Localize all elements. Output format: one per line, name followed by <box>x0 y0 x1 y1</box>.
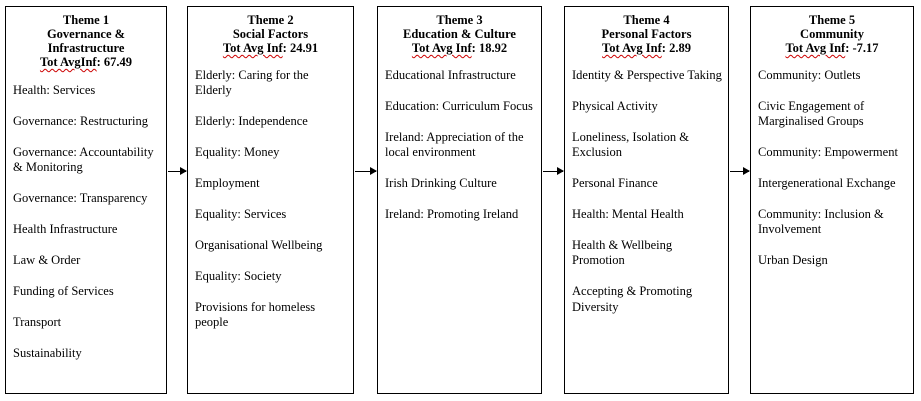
list-item: Community: Outlets <box>758 68 861 82</box>
theme-name-line: Governance & <box>46 27 126 41</box>
arrowhead-icon <box>557 167 564 175</box>
list-item: Sustainability <box>13 345 82 360</box>
arrow-connector-2-3 <box>355 171 376 172</box>
theme-influence <box>6 55 166 69</box>
theme-title: Theme 3 <box>436 13 483 27</box>
influence-label: Tot Avg Inf <box>785 41 846 55</box>
list-item: Identity & Perspective Taking <box>572 68 722 82</box>
theme-name-line: Infrastructure <box>47 41 125 55</box>
list-item: Loneliness, Isolation & Exclusion <box>572 129 689 160</box>
theme-header <box>188 7 353 55</box>
list-item: Organisational Wellbeing <box>195 237 323 252</box>
list-item: Personal Finance <box>572 176 658 191</box>
list-item: Equality: Society <box>195 268 282 283</box>
arrowhead-icon <box>743 167 750 175</box>
theme-header <box>751 7 913 55</box>
list-item: Health: Services <box>13 83 96 97</box>
list-item: Funding of Services <box>13 283 114 298</box>
influence-label: Tot Avg Inf <box>602 41 662 55</box>
theme-box-2 <box>187 6 354 394</box>
list-item: Accepting & Promoting Diversity <box>572 284 693 314</box>
list-item: Intergenerational Exchange <box>758 176 896 191</box>
influence-value: : -7.17 <box>845 41 879 55</box>
list-item: Equality: Services <box>195 207 287 222</box>
theme-box-4 <box>564 6 729 394</box>
list-item: Community: Inclusion & Involvement <box>758 207 884 237</box>
list-item: Transport <box>13 314 62 329</box>
theme-title: Theme 2 <box>247 13 294 27</box>
influence-label: Tot Avg Inf <box>222 41 283 55</box>
arrow-connector-3-4 <box>543 171 563 172</box>
theme-item-list <box>565 68 728 315</box>
list-item: Equality: Money <box>195 145 280 160</box>
theme-box-3 <box>377 6 542 394</box>
theme-title: Theme 5 <box>808 13 856 27</box>
influence-label: Tot AvgInf <box>39 55 97 69</box>
list-item: Governance: Accountability & Monitoring <box>13 144 154 175</box>
list-item: Elderly: Caring for the Elderly <box>195 68 309 98</box>
theme-name-line: Social Factors <box>232 27 309 41</box>
list-item: Education: Curriculum Focus <box>385 98 533 113</box>
theme-item-list <box>188 68 353 331</box>
theme-influence <box>751 41 913 55</box>
list-item: Health & Wellbeing Promotion <box>572 237 673 268</box>
theme-influence <box>378 41 541 55</box>
influence-value: : 24.91 <box>282 41 319 55</box>
list-item: Governance: Restructuring <box>13 113 149 128</box>
theme-item-list <box>751 68 913 269</box>
theme-influence <box>565 41 728 55</box>
list-item: Irish Drinking Culture <box>385 176 497 191</box>
list-item: Civic Engagement of Marginalised Groups <box>758 98 865 129</box>
list-item: Ireland: Appreciation of the local environment <box>385 129 524 160</box>
list-item: Law & Order <box>13 252 81 267</box>
theme-title: Theme 1 <box>62 13 110 27</box>
theme-header <box>378 7 541 55</box>
list-item: Urban Design <box>758 253 828 268</box>
theme-name-line: Community <box>800 27 864 41</box>
list-item: Ireland: Promoting Ireland <box>385 207 519 222</box>
theme-box-5 <box>750 6 914 394</box>
list-item: Provisions for homeless people <box>195 299 316 330</box>
influence-label: Tot Avg Inf <box>411 41 472 55</box>
theme-box-1 <box>5 6 167 394</box>
theme-header <box>565 7 728 55</box>
list-item: Health Infrastructure <box>13 222 118 237</box>
influence-value: : 18.92 <box>471 41 508 55</box>
theme-influence <box>188 41 353 55</box>
influence-value: : 67.49 <box>96 55 133 69</box>
theme-name-line: Education & Culture <box>403 27 516 41</box>
list-item: Elderly: Independence <box>195 114 308 129</box>
list-item: Employment <box>195 176 260 191</box>
theme-header <box>6 7 166 69</box>
arrow-connector-1-2 <box>168 171 186 172</box>
list-item: Physical Activity <box>572 98 658 113</box>
arrowhead-icon <box>370 167 377 175</box>
theme-title: Theme 4 <box>623 13 670 27</box>
list-item: Educational Infrastructure <box>385 68 516 82</box>
theme-name-line: Personal Factors <box>601 27 692 41</box>
list-item: Community: Empowerment <box>758 145 898 160</box>
arrowhead-icon <box>180 167 187 175</box>
theme-item-list <box>378 68 541 222</box>
arrow-connector-4-5 <box>730 171 749 172</box>
influence-value: : 2.89 <box>661 41 691 55</box>
theme-item-list <box>6 83 166 361</box>
list-item: Governance: Transparency <box>13 191 148 206</box>
list-item: Health: Mental Health <box>572 207 684 222</box>
